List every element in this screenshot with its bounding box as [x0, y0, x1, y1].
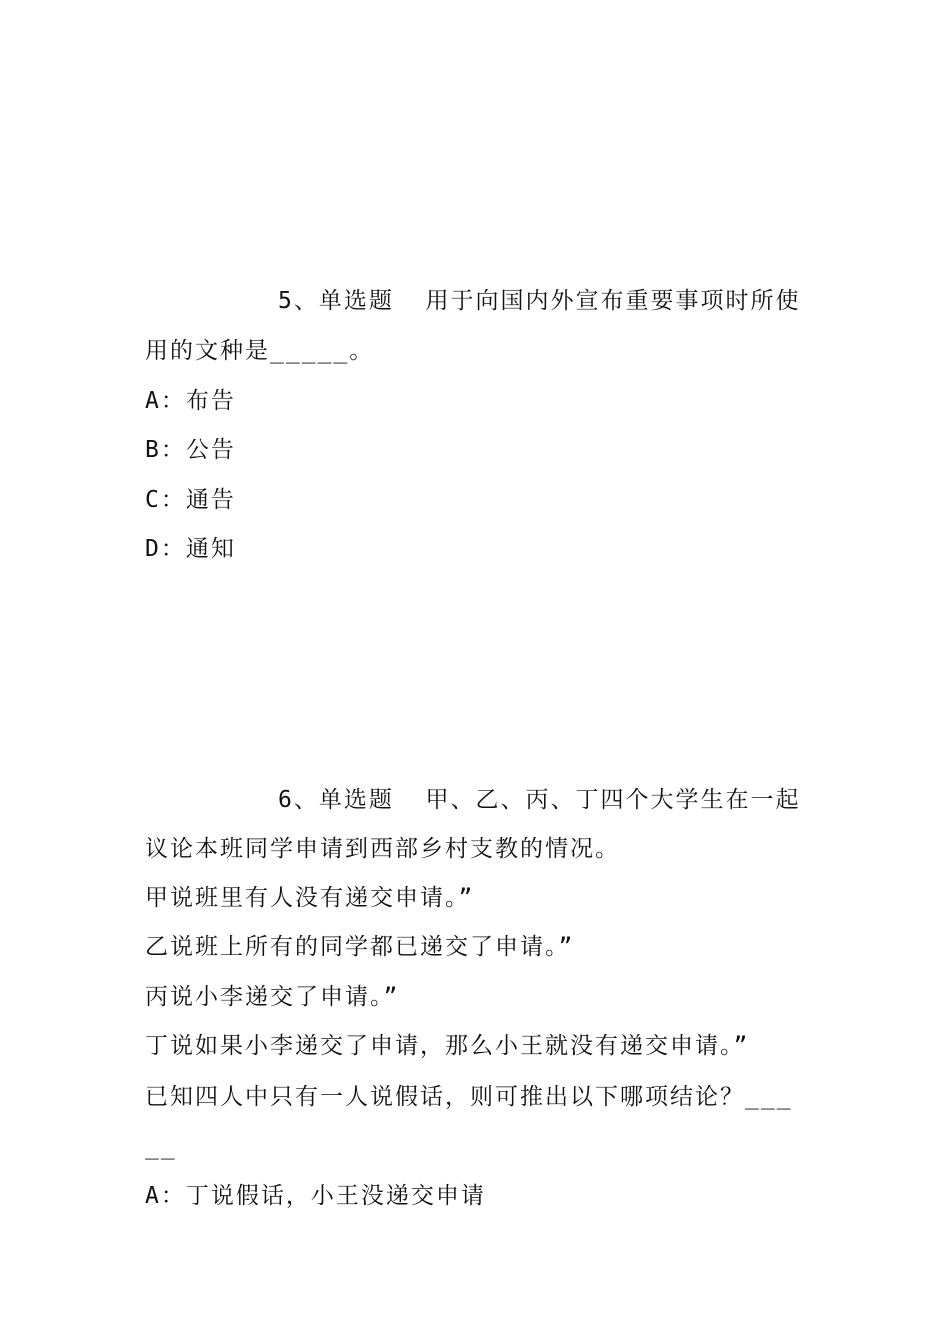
- statement-bing: 丙说小李递交了申请。”: [145, 984, 400, 1010]
- question-stem-continued: 议论本班同学申请到西部乡村支教的情况。: [145, 836, 620, 862]
- option-c: C：通告: [145, 487, 236, 513]
- statement-ding: 丁说如果小李递交了申请，那么小王就没有递交申请。”: [145, 1033, 750, 1059]
- option-d: D：通知: [145, 536, 236, 562]
- option-a: A：丁说假话，小王没递交申请: [145, 1183, 486, 1209]
- option-b: B：公告: [145, 437, 236, 463]
- statement-jia: 甲说班里有人没有递交申请。”: [145, 885, 475, 911]
- question-prompt: 已知四人中只有一人说假话，则可推出以下哪项结论？___: [145, 1084, 793, 1110]
- question-stem: 6、单选题 甲、乙、丙、丁四个大学生在一起: [278, 787, 801, 813]
- question-stem-continued: 用的文种是_____。: [145, 338, 375, 364]
- question-stem: 5、单选题 用于向国内外宣布重要事项时所使: [278, 288, 801, 314]
- statement-yi: 乙说班上所有的同学都已递交了申请。”: [145, 934, 575, 960]
- answer-blank: __: [145, 1134, 177, 1160]
- option-a: A：布告: [145, 388, 236, 414]
